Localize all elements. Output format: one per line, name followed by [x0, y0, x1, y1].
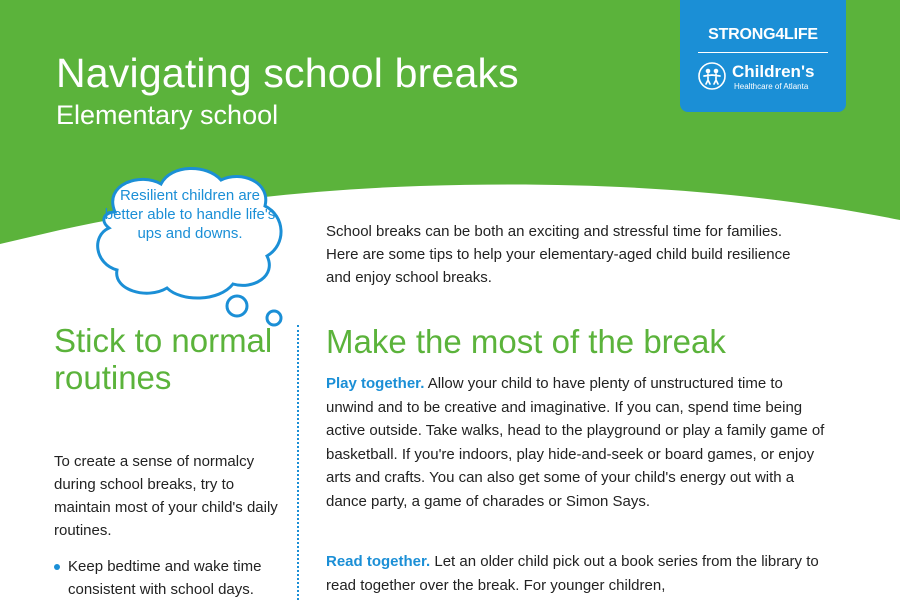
logo-block: [680, 0, 846, 112]
callout-text: Resilient children are better able to handle life's ups and downs.: [104, 187, 276, 242]
paragraph-body: Let an older child pick out a book series from the library to read together over the break. For younger children,: [326, 553, 819, 594]
strong4life-logo: STRONG4LIFE: [708, 26, 818, 43]
read-together-paragraph: [326, 550, 826, 597]
sidebar-bullet-list: [54, 555, 294, 601]
bullet-dot-icon: [54, 564, 60, 570]
childrens-tagline: Healthcare of Atlanta: [734, 82, 809, 91]
page-title: Navigating school breaks: [56, 50, 519, 96]
column-divider: [297, 325, 299, 600]
list-item: [54, 555, 294, 601]
paragraph-body: Allow your child to have plenty of unstructured time to unwind and to be creative and imaginative. If you can, spend time being active outside. Take walks, head to the playground or play a family game of basketball. If you're indoors, play hide-and-seek or board games, or enjoy arts and crafts. You can also get some of your child's energy out with a dance party, a game of charades or Simon Says.: [326, 375, 825, 510]
paragraph-lead: Play together.: [326, 375, 425, 392]
paragraph-lead: Read together.: [326, 553, 431, 570]
logo-divider: [698, 52, 828, 53]
childrens-wordmark: Children's: [732, 62, 815, 81]
children-figures-icon: [698, 62, 726, 90]
sidebar-paragraph: To create a sense of normalcy during school breaks, try to maintain most of your child's daily routines.: [54, 453, 278, 539]
intro-paragraph: School breaks can be both an exciting and stressful time for families. Here are some tips to help your elementary-aged child build resilience and enjoy school breaks.: [326, 223, 791, 286]
list-item-text: Keep bedtime and wake time consistent with school days.: [68, 558, 262, 598]
play-together-paragraph: [326, 372, 826, 514]
page-subtitle: Elementary school: [56, 100, 279, 130]
sidebar-heading: Stick to normal routines: [54, 322, 273, 396]
main-heading: Make the most of the break: [326, 323, 726, 360]
